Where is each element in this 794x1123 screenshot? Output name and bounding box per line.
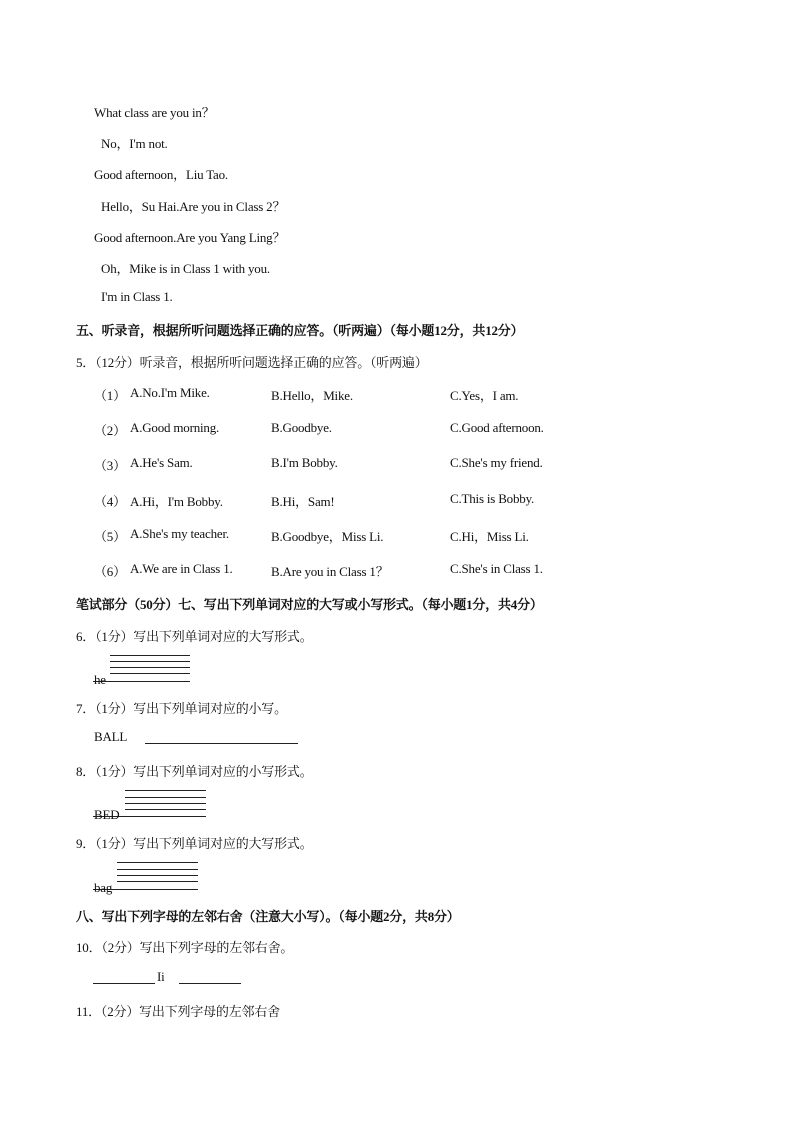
option-b: B.Are you in Class 1？ — [271, 564, 389, 579]
option-num: （5） — [94, 529, 126, 544]
option-c: C.Yes，I am. — [450, 388, 519, 403]
option-a: A.Hi，I'm Bobby. — [130, 494, 223, 509]
question-5: 5．（12分）听录音，根据所听问题选择正确的应答。（听两遍） — [76, 355, 428, 370]
option-b: B.Hello，Mike. — [271, 388, 353, 403]
question-9: 9．（1分）写出下列单词对应的大写形式。 — [76, 836, 313, 851]
answer-blank-left[interactable] — [93, 983, 155, 984]
section-heading-5: 五、听录音，根据所听问题选择正确的应答。（听两遍）（每小题12分，共12分） — [76, 323, 524, 338]
dialogue-line-2: No，I'm not. — [101, 136, 168, 151]
word-bed: BED — [94, 807, 120, 822]
answer-blank[interactable] — [145, 743, 298, 744]
option-num: （1） — [94, 388, 126, 403]
section-heading-7: 笔试部分（50分）七、写出下列单词对应的大写或小写形式。（每小题1分，共4分） — [76, 597, 543, 612]
dialogue-line-4: Hello，Su Hai.Are you in Class 2？ — [101, 199, 286, 214]
question-7: 7．（1分）写出下列单词对应的小写。 — [76, 701, 287, 716]
option-a: A.Good morning. — [130, 420, 220, 435]
writing-line — [117, 875, 198, 876]
writing-line — [125, 790, 206, 791]
word-he: he — [94, 672, 106, 687]
option-b: B.Goodbye. — [271, 420, 332, 435]
letter-ii: Ii — [157, 969, 165, 984]
dialogue-line-5: Good afternoon.Are you Yang Ling？ — [94, 230, 286, 245]
option-b: B.Hi，Sam! — [271, 494, 335, 509]
writing-line — [93, 681, 190, 682]
writing-line — [110, 655, 190, 656]
option-c: C.She's my friend. — [450, 455, 543, 470]
word-ball: BALL — [94, 729, 128, 744]
writing-line — [117, 881, 198, 882]
option-c: C.Hi，Miss Li. — [450, 529, 529, 544]
option-c: C.Good afternoon. — [450, 420, 544, 435]
option-num: （3） — [94, 458, 126, 473]
writing-line — [117, 869, 198, 870]
writing-line — [110, 661, 190, 662]
option-a: A.He's Sam. — [130, 455, 193, 470]
writing-line — [117, 862, 198, 863]
question-8: 8．（1分）写出下列单词对应的小写形式。 — [76, 764, 313, 779]
option-num: （4） — [94, 494, 126, 509]
writing-line — [125, 803, 206, 804]
word-bag: bag — [94, 880, 113, 895]
option-c: C.She's in Class 1. — [450, 561, 543, 576]
dialogue-line-3: Good afternoon，Liu Tao. — [94, 167, 228, 182]
option-b: B.I'm Bobby. — [271, 455, 338, 470]
writing-line — [125, 809, 206, 810]
dialogue-line-7: I'm in Class 1. — [101, 289, 173, 304]
writing-line — [125, 797, 206, 798]
dialogue-line-6: Oh，Mike is in Class 1 with you. — [101, 261, 270, 276]
option-a: A.No.I'm Mike. — [130, 385, 210, 400]
option-num: （6） — [94, 564, 126, 579]
writing-line — [110, 667, 190, 668]
option-c: C.This is Bobby. — [450, 491, 535, 506]
writing-line — [110, 673, 190, 674]
option-b: B.Goodbye，Miss Li. — [271, 529, 384, 544]
question-10: 10．（2分）写出下列字母的左邻右舍。 — [76, 940, 294, 955]
question-6: 6．（1分）写出下列单词对应的大写形式。 — [76, 629, 313, 644]
dialogue-line-1: What class are you in？ — [94, 105, 215, 120]
option-a: A.She's my teacher. — [130, 526, 229, 541]
option-a: A.We are in Class 1. — [130, 561, 233, 576]
section-heading-8: 八、写出下列字母的左邻右舍（注意大小写）。（每小题2分，共8分） — [76, 909, 460, 924]
answer-blank-right[interactable] — [179, 983, 241, 984]
question-11: 11．（2分）写出下列字母的左邻右舍 — [76, 1004, 280, 1019]
option-num: （2） — [94, 423, 126, 438]
